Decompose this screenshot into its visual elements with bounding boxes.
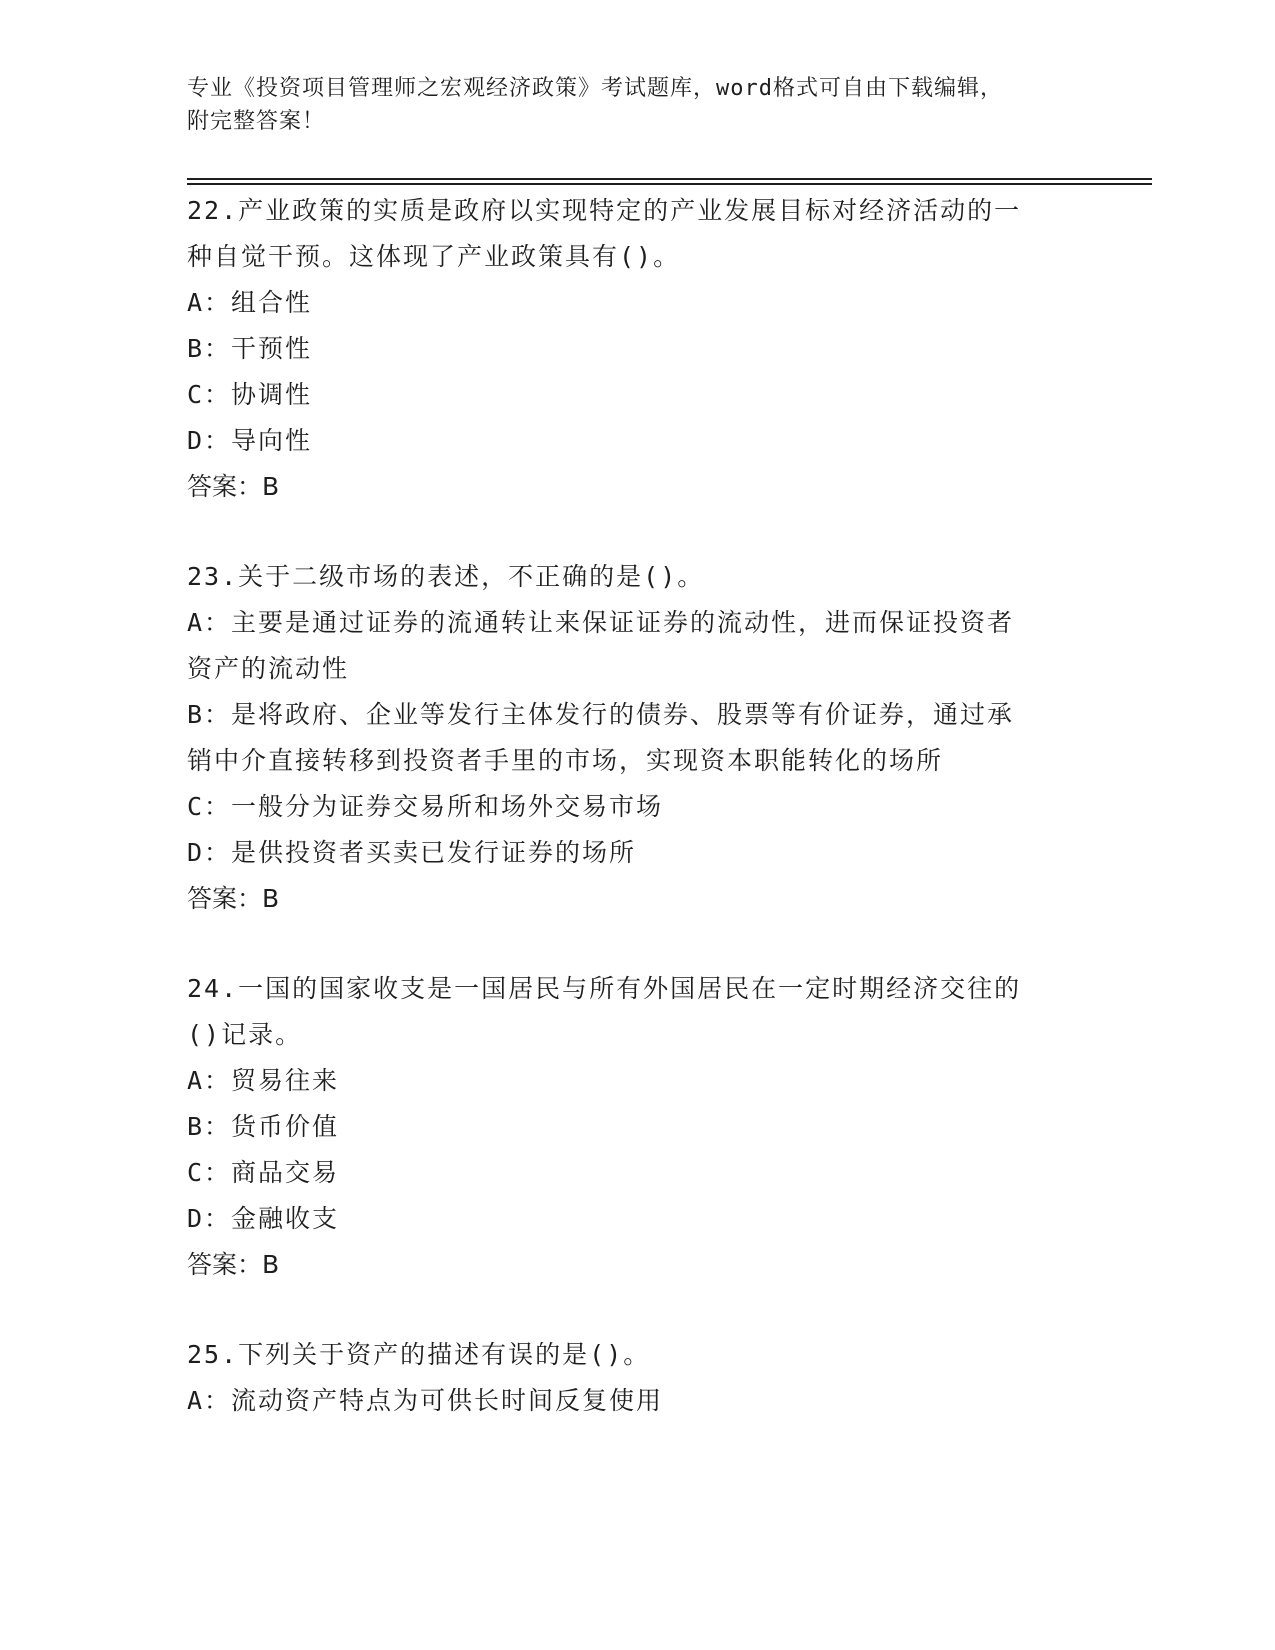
option-c: C：协调性 xyxy=(187,380,313,409)
option-b: B：干预性 xyxy=(187,334,313,363)
question-23 xyxy=(187,554,1077,922)
option-a: A：主要是通过证券的流通转让来保证证券的流动性，进而保证投资者 xyxy=(187,608,1015,637)
header-divider xyxy=(187,178,1152,180)
option-d: D：金融收支 xyxy=(187,1204,340,1233)
answer: 答案：B xyxy=(187,1250,280,1279)
question-stem: 25.下列关于资产的描述有误的是()。 xyxy=(187,1340,651,1369)
option-a-continued: 资产的流动性 xyxy=(187,654,350,683)
document-header xyxy=(187,72,1087,138)
answer: 答案：B xyxy=(187,472,280,501)
option-a: A：组合性 xyxy=(187,288,313,317)
option-b: B：是将政府、企业等发行主体发行的债券、股票等有价证券，通过承 xyxy=(187,700,1015,729)
question-22 xyxy=(187,188,1077,510)
option-a: A：流动资产特点为可供长时间反复使用 xyxy=(187,1386,664,1415)
answer: 答案：B xyxy=(187,884,280,913)
option-d: D：是供投资者买卖已发行证券的场所 xyxy=(187,838,637,867)
header-line: 附完整答案！ xyxy=(187,109,326,134)
header-line: 专业《投资项目管理师之宏观经济政策》考试题库，word格式可自由下载编辑， xyxy=(187,76,1003,101)
question-stem: 24.一国的国家收支是一国居民与所有外国居民在一定时期经济交往的 xyxy=(187,974,1022,1003)
option-b-continued: 销中介直接转移到投资者手里的市场，实现资本职能转化的场所 xyxy=(187,746,944,775)
option-a: A：贸易往来 xyxy=(187,1066,340,1095)
header-divider xyxy=(187,183,1152,185)
question-stem: 23.关于二级市场的表述，不正确的是()。 xyxy=(187,562,705,591)
question-stem: 22.产业政策的实质是政府以实现特定的产业发展目标对经济活动的一 xyxy=(187,196,1022,225)
question-stem: 种自觉干预。这体现了产业政策具有()。 xyxy=(187,242,681,271)
option-b: B：货币价值 xyxy=(187,1112,340,1141)
option-c: C：一般分为证券交易所和场外交易市场 xyxy=(187,792,664,821)
option-c: C：商品交易 xyxy=(187,1158,340,1187)
question-25 xyxy=(187,1332,1077,1424)
option-d: D：导向性 xyxy=(187,426,313,455)
question-24 xyxy=(187,966,1077,1288)
question-stem: ()记录。 xyxy=(187,1020,303,1049)
